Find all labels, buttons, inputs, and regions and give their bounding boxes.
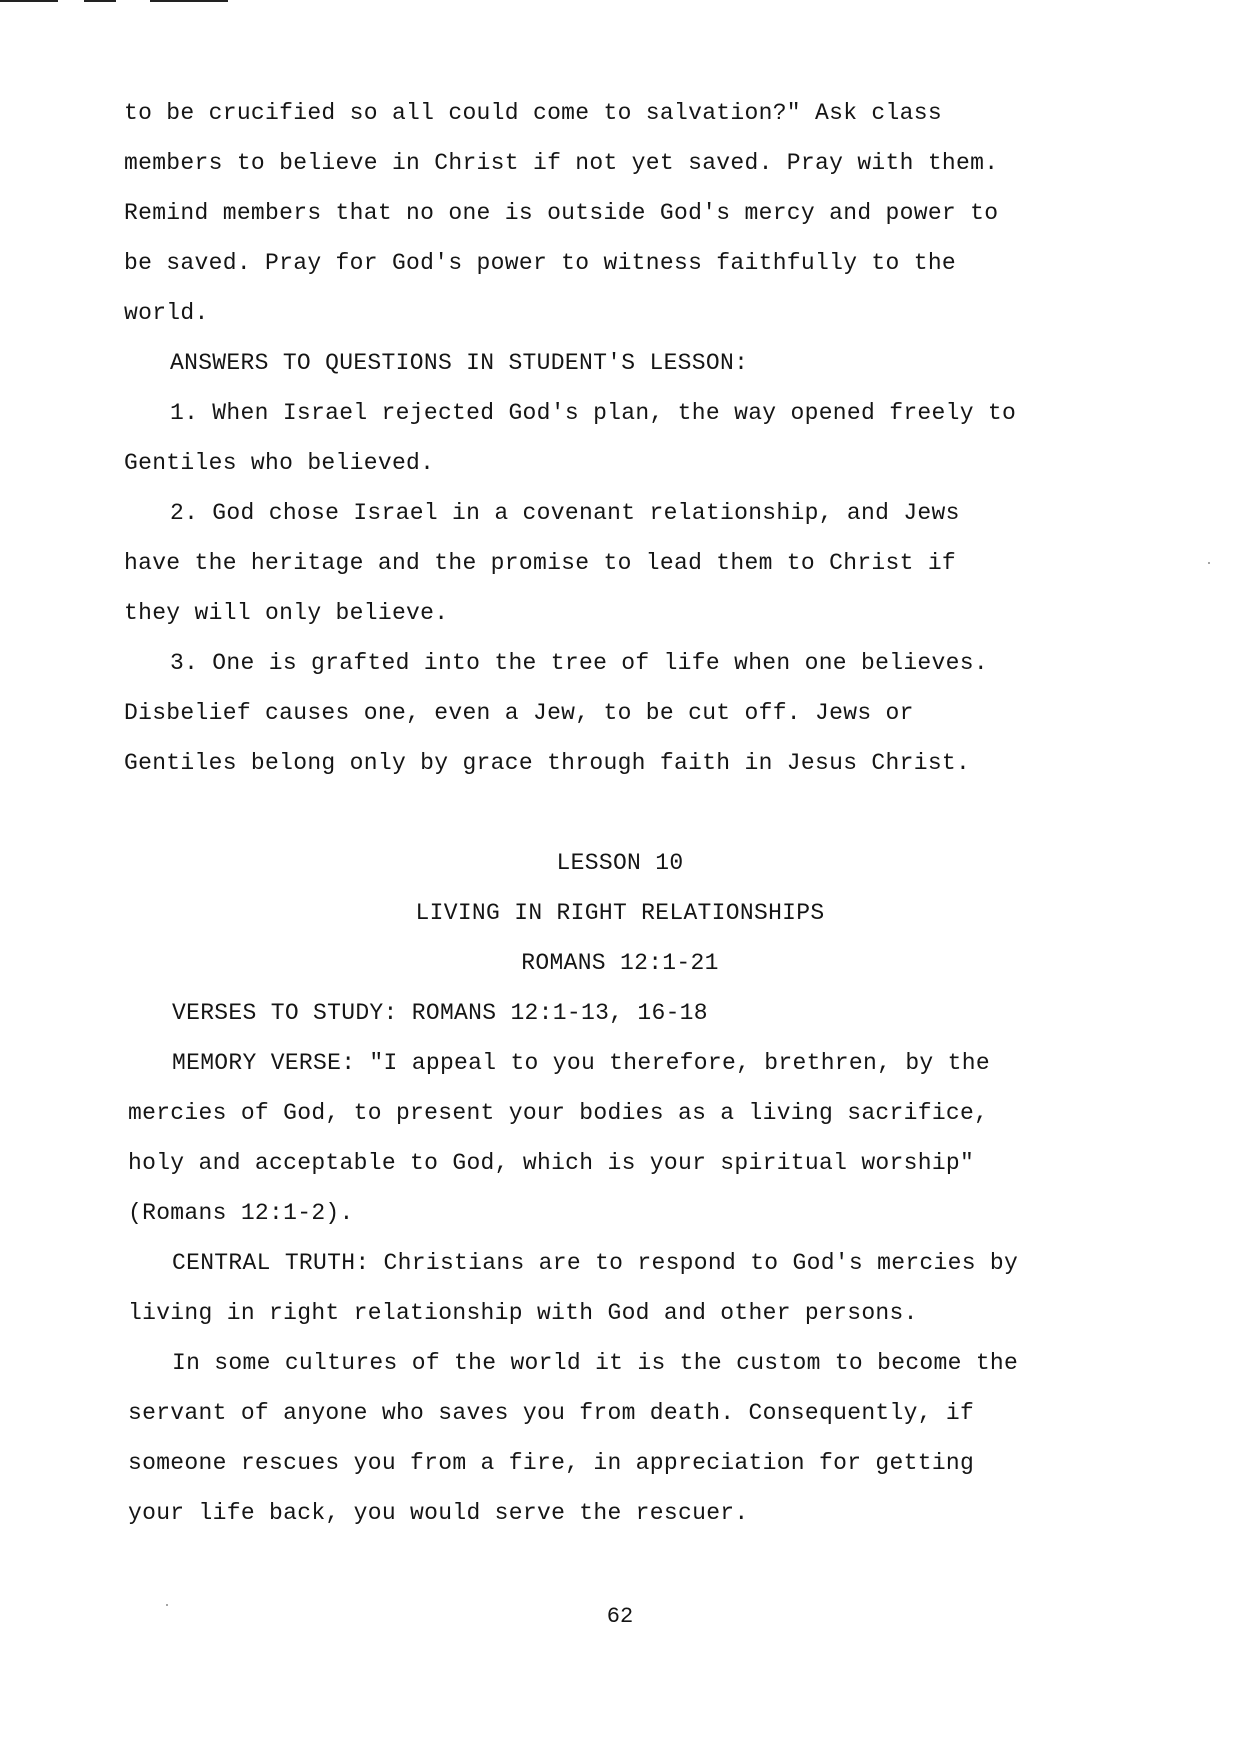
text-line: to be crucified so all could come to salvation?" Ask class: [124, 100, 942, 126]
text-line: 1. When Israel rejected God's plan, the way opened freely to: [170, 400, 1017, 426]
text-line: living in right relationship with God and other persons.: [128, 1300, 918, 1326]
text-line: In some cultures of the world it is the custom to become the: [172, 1350, 1019, 1376]
lesson-number: LESSON 10: [556, 850, 684, 876]
text-line: they will only believe.: [124, 600, 449, 626]
verses-to-study: VERSES TO STUDY: ROMANS 12:1-13, 16-18: [172, 1000, 708, 1026]
page-number: 62: [606, 1604, 634, 1629]
scan-artifact-line: [84, 0, 116, 2]
lesson-scripture: ROMANS 12:1-21: [521, 950, 719, 976]
answers-heading: ANSWERS TO QUESTIONS IN STUDENT'S LESSON:: [170, 350, 749, 376]
text-line: someone rescues you from a fire, in appreciation for getting: [128, 1450, 975, 1476]
text-line: your life back, you would serve the rescuer.: [128, 1500, 749, 1526]
text-line: MEMORY VERSE: "I appeal to you therefore, brethren, by the: [172, 1050, 990, 1076]
lesson-title: LIVING IN RIGHT RELATIONSHIPS: [415, 900, 825, 926]
text-line: holy and acceptable to God, which is your spiritual worship": [128, 1150, 975, 1176]
text-line: world.: [124, 300, 209, 326]
text-line: be saved. Pray for God's power to witness faithfully to the: [124, 250, 957, 276]
text-line: 2. God chose Israel in a covenant relationship, and Jews: [170, 500, 960, 526]
scan-artifact-line: [150, 0, 228, 2]
text-line: Gentiles belong only by grace through faith in Jesus Christ.: [124, 750, 971, 776]
text-line: have the heritage and the promise to lead them to Christ if: [124, 550, 957, 576]
scan-artifact-line: [0, 0, 58, 2]
text-line: Disbelief causes one, even a Jew, to be cut off. Jews or: [124, 700, 914, 726]
text-line: members to believe in Christ if not yet saved. Pray with them.: [124, 150, 999, 176]
scan-speck: [1208, 562, 1210, 564]
text-line: CENTRAL TRUTH: Christians are to respond to God's mercies by: [172, 1250, 1019, 1276]
text-line: mercies of God, to present your bodies as a living sacrifice,: [128, 1100, 989, 1126]
text-line: servant of anyone who saves you from death. Consequently, if: [128, 1400, 975, 1426]
text-line: 3. One is grafted into the tree of life when one believes.: [170, 650, 988, 676]
text-line: Remind members that no one is outside God's mercy and power to: [124, 200, 999, 226]
text-line: Gentiles who believed.: [124, 450, 435, 476]
text-line: (Romans 12:1-2).: [128, 1200, 354, 1226]
